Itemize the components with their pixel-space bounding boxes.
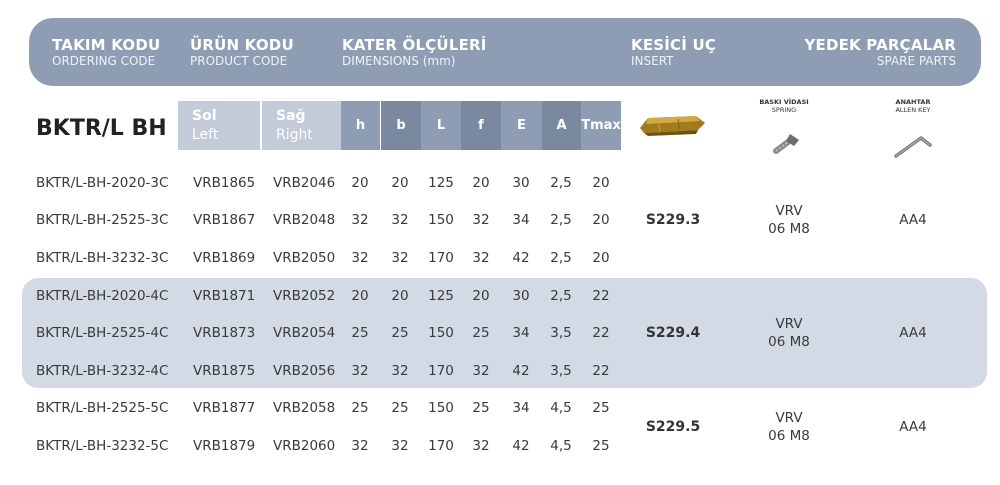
left-code-cell: VRB1877 [193, 400, 256, 416]
header-dimensions-en: DIMENSIONS (mm) [342, 54, 456, 68]
ordering-code-cell: BKTR/L-BH-3232-5C [36, 438, 169, 454]
dimension-cell-b: 32 [391, 250, 409, 266]
dimension-cell-E: 42 [512, 438, 530, 454]
column-E-label: E [517, 118, 526, 133]
dimension-cell-h: 25 [351, 400, 369, 416]
header-insert-en: INSERT [631, 54, 674, 68]
column-E [501, 101, 542, 150]
column-h-label: h [355, 118, 366, 133]
spare-screw-label-tr: BASKI VİDASI [759, 98, 809, 106]
header-dimensions [342, 37, 487, 68]
right-code-cell: VRB2058 [273, 400, 336, 416]
dimension-cell-A: 2,5 [550, 288, 572, 304]
dimension-cell-b: 20 [391, 175, 409, 191]
dimension-cell-E: 34 [512, 212, 530, 228]
column-left [178, 101, 260, 150]
key-code: AA4 [899, 419, 927, 435]
key-code: AA4 [899, 212, 927, 228]
dimension-cell-L: 150 [428, 400, 454, 416]
dimension-cell-h: 20 [351, 175, 369, 191]
header-product-code-tr: ÜRÜN KODU [190, 36, 294, 54]
left-code-cell: VRB1879 [193, 438, 256, 454]
column-left-en: Left [192, 127, 219, 143]
header-spare-parts-en: SPARE PARTS [876, 54, 956, 68]
dimension-cell-f: 32 [472, 212, 490, 228]
dimension-cell-A: 3,5 [550, 363, 572, 379]
dimension-cell-b: 32 [391, 438, 409, 454]
dimension-cell-f: 32 [472, 363, 490, 379]
column-A [542, 101, 581, 150]
left-code-cell: VRB1869 [193, 250, 256, 266]
dimension-cell-f: 20 [472, 175, 490, 191]
insert-code: S229.3 [645, 212, 701, 228]
dimension-cell-E: 34 [512, 400, 530, 416]
screw-code-line: VRV [775, 410, 803, 426]
column-Tmax [581, 101, 621, 150]
dimension-cell-b: 25 [391, 325, 409, 341]
column-f [461, 101, 501, 150]
column-Tmax-label: Tmax [581, 118, 621, 133]
header-insert-tr: KESİCİ UÇ [631, 36, 717, 54]
right-code-cell: VRB2050 [273, 250, 336, 266]
ordering-code-cell: BKTR/L-BH-3232-3C [36, 250, 169, 266]
dimension-cell-A: 2,5 [550, 212, 572, 228]
header-ordering-code-tr: TAKIM KODU [52, 36, 161, 54]
dimension-cell-b: 25 [391, 400, 409, 416]
ordering-code-cell: BKTR/L-BH-2525-3C [36, 212, 169, 228]
left-code-cell: VRB1867 [193, 212, 256, 228]
spare-key-label [878, 98, 948, 114]
dimension-cell-h: 20 [351, 288, 369, 304]
right-code-cell: VRB2046 [273, 175, 336, 191]
column-left-tr: Sol [192, 108, 217, 124]
insert-code: S229.4 [645, 325, 701, 341]
dimension-cell-E: 42 [512, 250, 530, 266]
right-code-cell: VRB2052 [273, 288, 336, 304]
column-f-label: f [478, 118, 484, 133]
dimension-cell-Tmax: 20 [592, 250, 610, 266]
dimension-cell-h: 32 [351, 438, 369, 454]
column-h [341, 101, 380, 150]
dimension-cell-E: 30 [512, 175, 530, 191]
header-product-code-en: PRODUCT CODE [190, 54, 288, 68]
dimension-cell-L: 150 [428, 212, 454, 228]
allen-key-icon [893, 130, 935, 160]
dimension-cell-f: 32 [472, 250, 490, 266]
right-code-cell: VRB2048 [273, 212, 336, 228]
dimension-cell-E: 30 [512, 288, 530, 304]
dimension-cell-A: 2,5 [550, 175, 572, 191]
right-code-cell: VRB2056 [273, 363, 336, 379]
dimension-cell-E: 34 [512, 325, 530, 341]
column-right-en: Right [276, 127, 313, 143]
insert-image [638, 114, 708, 140]
dimension-cell-h: 32 [351, 363, 369, 379]
dimension-cell-L: 125 [428, 175, 454, 191]
dimension-cell-b: 20 [391, 288, 409, 304]
dimension-cell-Tmax: 22 [592, 325, 610, 341]
left-code-cell: VRB1865 [193, 175, 256, 191]
header-insert [631, 37, 716, 68]
dimension-cell-A: 2,5 [550, 250, 572, 266]
right-code-cell: VRB2054 [273, 325, 336, 341]
dimension-cell-h: 25 [351, 325, 369, 341]
spare-key-label-en: ALLEN KEY [895, 106, 931, 114]
dimension-cell-A: 4,5 [550, 438, 572, 454]
ordering-code-cell: BKTR/L-BH-2525-4C [36, 325, 169, 341]
column-L-label: L [436, 118, 446, 133]
dimension-cell-L: 170 [428, 363, 454, 379]
dimension-cell-A: 4,5 [550, 400, 572, 416]
dimension-cell-h: 32 [351, 212, 369, 228]
left-code-cell: VRB1873 [193, 325, 256, 341]
dimension-cell-Tmax: 22 [592, 363, 610, 379]
dimension-cell-Tmax: 20 [592, 212, 610, 228]
dimension-cell-E: 42 [512, 363, 530, 379]
dimension-cell-L: 170 [428, 250, 454, 266]
screw-code-line: 06 M8 [768, 334, 810, 350]
screw-icon [770, 130, 804, 158]
ordering-code-cell: BKTR/L-BH-2525-5C [36, 400, 169, 416]
dimension-cell-f: 25 [472, 400, 490, 416]
header-bar [29, 18, 981, 86]
column-b-label: b [396, 118, 406, 133]
column-A-label: A [556, 118, 567, 133]
key-code: AA4 [899, 325, 927, 341]
dimension-cell-b: 32 [391, 363, 409, 379]
dimension-cell-L: 150 [428, 325, 454, 341]
left-code-cell: VRB1871 [193, 288, 256, 304]
column-right [262, 101, 341, 150]
insert-code: S229.5 [645, 419, 701, 435]
column-L [421, 101, 461, 150]
dimension-cell-A: 3,5 [550, 325, 572, 341]
dimension-cell-h: 32 [351, 250, 369, 266]
right-code-cell: VRB2060 [273, 438, 336, 454]
header-ordering-code-en: ORDERING CODE [52, 54, 156, 68]
header-spare-parts [804, 37, 956, 68]
spare-screw-label [749, 98, 819, 114]
spare-key-label-tr: ANAHTAR [895, 98, 931, 106]
screw-code-line: 06 M8 [768, 428, 810, 444]
dimension-cell-Tmax: 22 [592, 288, 610, 304]
screw-code-line: 06 M8 [768, 221, 810, 237]
column-b [381, 101, 421, 150]
header-ordering-code [52, 37, 160, 68]
left-code-cell: VRB1875 [193, 363, 256, 379]
screw-code-line: VRV [775, 316, 803, 332]
spare-screw-label-en: SPRING [771, 106, 797, 114]
dimension-cell-Tmax: 25 [592, 438, 610, 454]
header-product-code [190, 37, 294, 68]
dimension-cell-L: 125 [428, 288, 454, 304]
dimension-cell-Tmax: 25 [592, 400, 610, 416]
dimension-cell-f: 25 [472, 325, 490, 341]
header-dimensions-tr: KATER ÖLÇÜLERİ [342, 36, 487, 54]
dimension-cell-Tmax: 20 [592, 175, 610, 191]
screw-code-line: VRV [775, 203, 803, 219]
header-spare-parts-tr: YEDEK PARÇALAR [804, 36, 956, 54]
ordering-code-cell: BKTR/L-BH-2020-3C [36, 175, 169, 191]
dimension-cell-L: 170 [428, 438, 454, 454]
ordering-code-cell: BKTR/L-BH-3232-4C [36, 363, 169, 379]
product-title: BKTR/L BH [36, 116, 167, 141]
dimension-cell-f: 20 [472, 288, 490, 304]
dimension-cell-b: 32 [391, 212, 409, 228]
column-right-tr: Sağ [276, 108, 306, 124]
ordering-code-cell: BKTR/L-BH-2020-4C [36, 288, 169, 304]
dimension-cell-f: 32 [472, 438, 490, 454]
